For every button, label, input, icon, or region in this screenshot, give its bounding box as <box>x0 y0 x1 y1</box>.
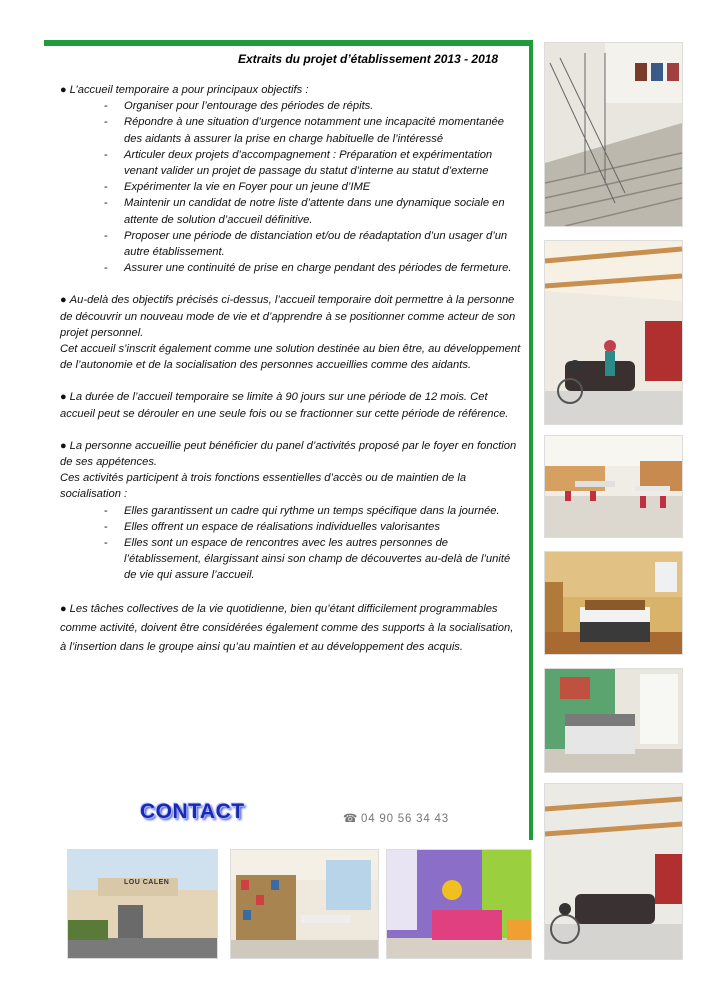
paragraph: ● La durée de l’accueil temporaire se limite à 90 jours sur une période de 12 mois. Cet accueil peut se dérouler en une seule fois ou se fractionner sur cette période de référence. <box>60 391 509 420</box>
objectives-intro: ● L’accueil temporaire a pour principaux objectifs : <box>60 84 309 96</box>
photo-study-room <box>230 849 379 959</box>
photo-building-entrance <box>67 849 218 959</box>
building-sign: LOU CALEN <box>124 879 170 886</box>
contact-phone <box>343 811 449 825</box>
list-item: - Articuler deux projets d’accompagnement : Préparation et expérimentation venant valider un projet de passage du statut d’interne au statut d’externe <box>104 147 522 179</box>
photo-colorful-bedroom <box>386 849 532 959</box>
main-content <box>60 82 522 657</box>
paragraph: Ces activités participent à trois fonctions essentielles d’accès ou de maintien de la socialisation : <box>60 472 467 501</box>
bullet-icon: ● <box>60 84 67 96</box>
paragraph: Cet accueil s’inscrit également comme une solution destinée au bien être, au développement de l’autonomie et de la socialisation des personnes accueillies comme des aidants. <box>60 343 521 372</box>
objectives-list <box>60 98 522 276</box>
paragraph: ● La personne accueillie peut bénéficier du panel d’activités proposé par le foyer en fonction de ses appétences. <box>60 439 517 469</box>
list-item: - Maintenir un candidat de notre liste d’attente dans une dynamique sociale en attente de solution d’accueil définitive. <box>104 195 522 227</box>
phone-icon: ☎ <box>343 813 359 825</box>
sidebar-divider <box>529 40 533 840</box>
photo-bedroom-1 <box>544 551 683 655</box>
photo-common-room <box>544 783 683 960</box>
photo-living-room <box>544 240 683 425</box>
bullet-icon: ● <box>60 602 67 615</box>
bullet-icon: ● <box>60 391 67 404</box>
activities-list <box>60 503 522 584</box>
photo-staircase <box>544 42 683 227</box>
phone-number: 04 90 56 34 43 <box>361 813 449 825</box>
paragraph: ● Les tâches collectives de la vie quotidienne, bien qu’étant difficilement programmables comme activité, doivent être considérées également comme des supports à la socialisation, à l’insertion dans le groupe ainsi qu’au maintien et au développement des acquis. <box>60 602 514 653</box>
contact-label: CONTACT <box>140 800 245 823</box>
bullet-icon: ● <box>60 294 67 307</box>
list-item: - Expérimenter la vie en Foyer pour un jeune d’IME <box>104 179 522 195</box>
paragraph: ● Au-delà des objectifs précisés ci-dessus, l’accueil temporaire doit permettre à la personne de découvrir un nouveau mode de vie et d’apprendre à se positionner comme acteur de son projet personnel. <box>60 294 516 339</box>
list-item: - Organiser pour l’entourage des périodes de répits. <box>104 98 522 114</box>
list-item: - Elles offrent un espace de réalisations individuelles valorisantes <box>104 519 522 535</box>
header-bar <box>44 40 532 46</box>
page-title: Extraits du projet d’établissement 2013 - 2018 <box>238 52 499 66</box>
list-item: - Répondre à une situation d’urgence notamment une incapacité momentanée des aidants à assurer la prise en charge habituelle de l’intéressé <box>104 114 522 146</box>
photo-kitchen <box>544 435 683 538</box>
list-item: - Elles sont un espace de rencontres avec les autres personnes de l’établissement, élargissant ainsi son champ de découvertes au-delà de l’unité de vie qui assure l’accueil. <box>104 535 522 584</box>
bullet-icon: ● <box>60 439 67 452</box>
list-item: - Proposer une période de distanciation et/ou de réadaptation d’un usager d’un autre établissement. <box>104 228 522 260</box>
list-item: - Assurer une continuité de prise en charge pendant des périodes de fermeture. <box>104 260 522 276</box>
photo-bedroom-2 <box>544 668 683 773</box>
list-item: - Elles garantissent un cadre qui rythme un temps spécifique dans la journée. <box>104 503 522 519</box>
